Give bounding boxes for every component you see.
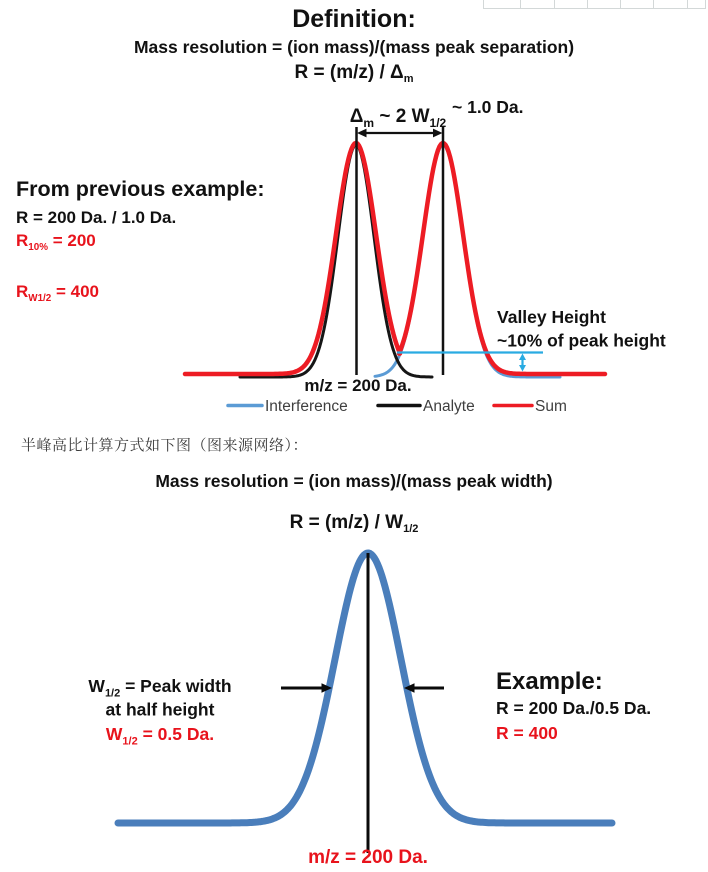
r10-rest: = 200	[47, 230, 96, 250]
example-line2: R = 400	[496, 723, 558, 743]
single-peak-diagram	[0, 545, 708, 872]
definition-subtitle: Mass resolution = (ion mass)/(mass peak separation)	[133, 37, 575, 57]
definition-title: Definition:	[292, 5, 416, 33]
delta-m-label: $\Delta_m$ ~ 2 $W_{1/2}$	[349, 106, 447, 130]
legend	[228, 398, 567, 415]
mz-label-2: m/z = 200 Da.	[308, 847, 428, 868]
legend-item-interference: Interference	[265, 398, 348, 415]
resolution-formula-separation	[0, 62, 708, 85]
legend-item-analyte: Analyte	[423, 398, 475, 415]
valley-height-arrow	[519, 354, 526, 372]
legend-item-sum: Sum	[535, 398, 567, 415]
caption-zh: 半峰高比计算方式如下图（图来源网络）：	[21, 437, 309, 454]
w12-label-line1: $W_{1/2}$ = Peak width	[88, 676, 232, 700]
rw12-sub: W1/2	[28, 292, 52, 304]
example-line1: R = 200 Da./0.5 Da.	[496, 698, 652, 718]
separation-value-label: ~ 1.0 Da.	[452, 97, 524, 117]
rw12-rest: = 400	[51, 281, 100, 301]
two-peak-diagram	[0, 95, 708, 420]
width-definition-title: Mass resolution = (ion mass)/(mass peak width)	[155, 471, 553, 491]
formula-pre: R = (m/z) /	[294, 62, 391, 83]
formula2-pre: R = (m/z) / W	[289, 512, 404, 533]
w12-label-line2: at half height	[105, 699, 215, 720]
half-width-arrow-left	[281, 683, 332, 693]
r10-base: R	[16, 230, 29, 250]
w12-value: $W_{1/2} = 0.5$ Da.	[105, 724, 215, 748]
mz-label: m/z = 200 Da.	[304, 376, 412, 395]
resolution-formula-width	[0, 512, 708, 535]
example-heading: Example:	[496, 668, 603, 695]
valley-height-label-line2: ~10% of peak height	[497, 330, 666, 351]
w12-subscript: 1/2	[403, 523, 419, 535]
r10-sub: 10%	[28, 241, 48, 253]
arrowhead-up-icon	[519, 354, 526, 361]
rw12-base: R	[16, 281, 29, 301]
arrowhead-down-icon	[519, 365, 526, 372]
previous-example-heading: From previous example:	[16, 177, 265, 201]
sum-curve-left-peak	[185, 143, 400, 374]
previous-example-line: R = 200 Da. / 1.0 Da.	[16, 207, 177, 227]
delta-subscript: m	[403, 73, 414, 85]
delta-symbol: Δ	[390, 62, 404, 83]
valley-height-label-line1: Valley Height	[497, 307, 606, 327]
